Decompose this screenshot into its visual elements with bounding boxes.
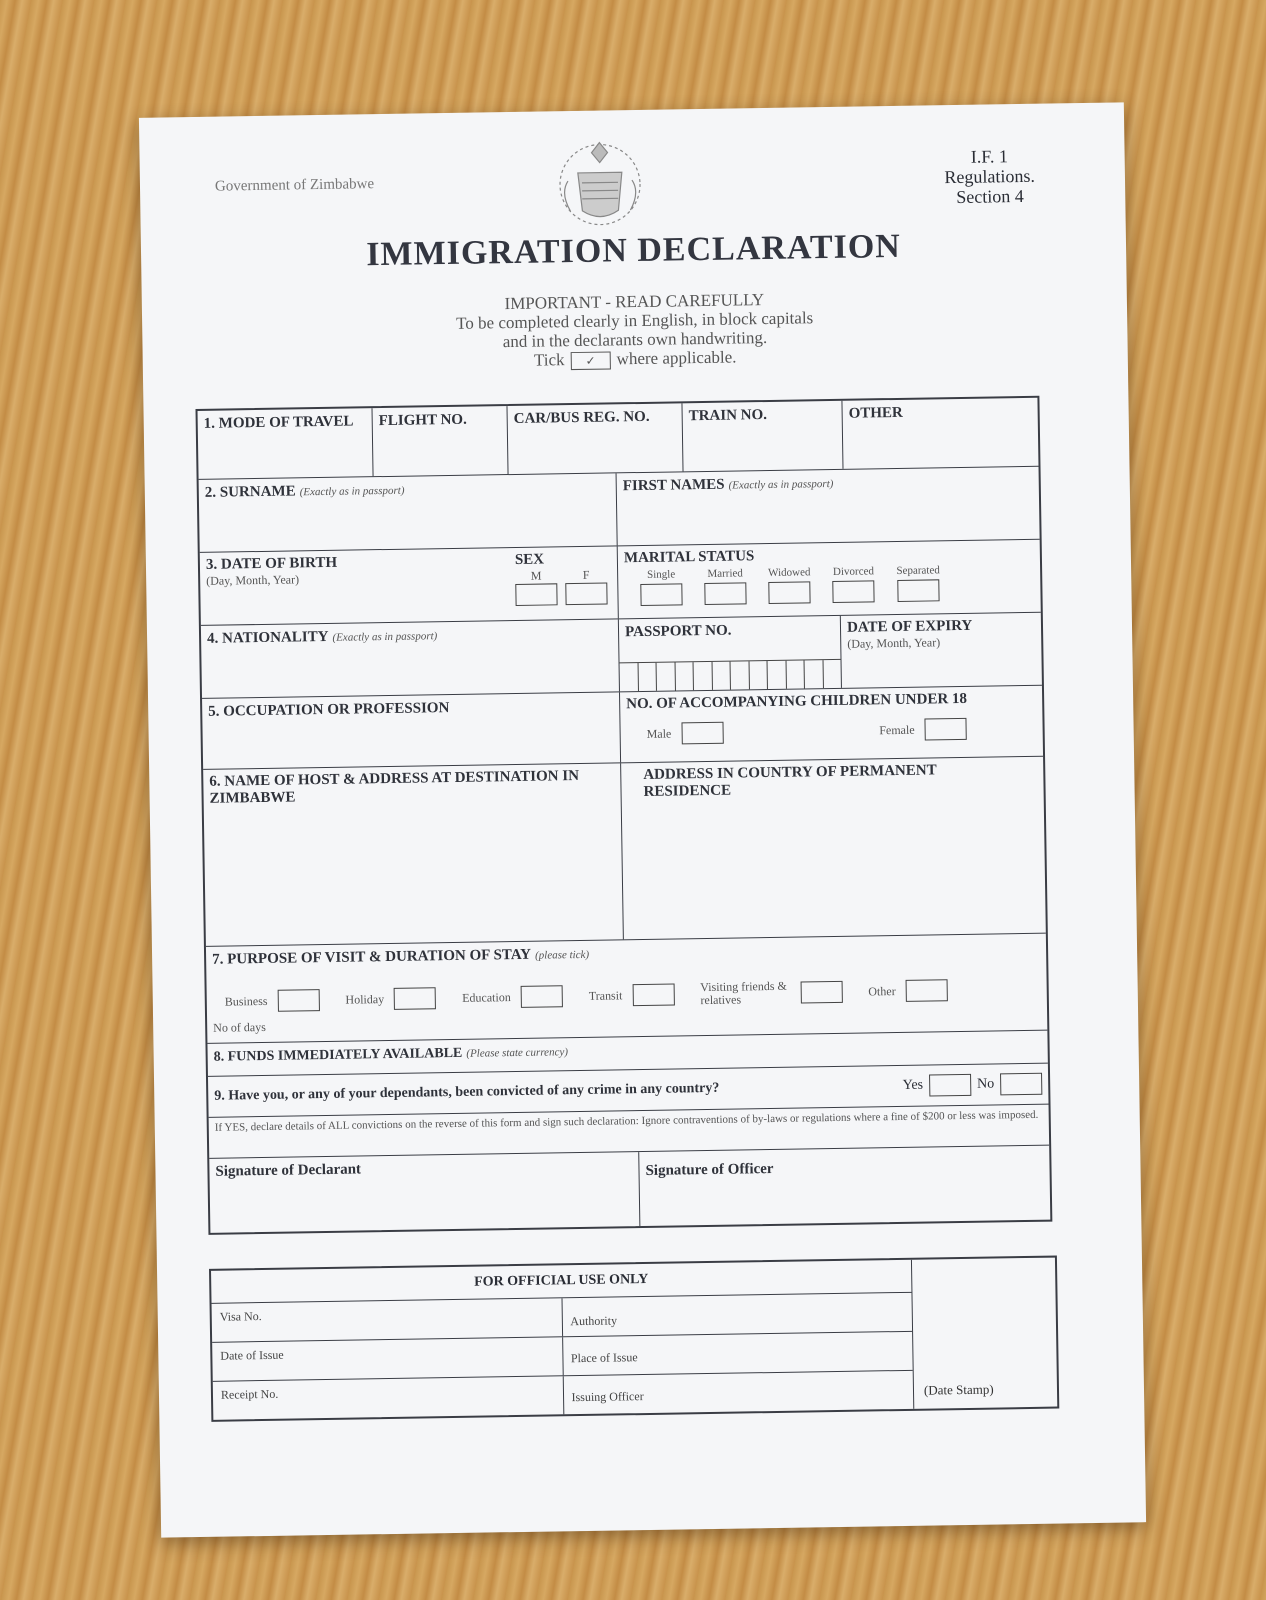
children-female-box[interactable]: [924, 718, 966, 741]
conviction-details-text: If YES, declare details of ALL convictions on the reverse of this form and sign such declaration: Ignore contraventions of by-laws or regulations where a fine of $200 or less was imposed.: [214, 1108, 1039, 1134]
purpose-checkbox[interactable]: [521, 985, 563, 1008]
marital-widowed[interactable]: [768, 566, 811, 607]
passport-no-label: PASSPORT NO.: [624, 622, 732, 641]
purpose-visiting[interactable]: [700, 979, 842, 1007]
purpose-option-label: Business: [224, 993, 268, 1009]
host-address-label: 6. NAME OF HOST & ADDRESS AT DESTINATION IN ZIMBABWE: [209, 767, 580, 807]
marital-single[interactable]: [640, 568, 683, 609]
date-stamp-label: (Date Stamp): [923, 1381, 994, 1398]
purpose-option-label: Visiting friends & relatives: [700, 978, 787, 1008]
form-paper: [139, 102, 1146, 1537]
children-female: [879, 718, 967, 741]
conviction-no-label: No: [976, 1076, 995, 1092]
tick-after: where applicable.: [616, 347, 737, 369]
dob-sex-cell: [200, 546, 619, 625]
ref-line-1: I.F. 1: [970, 146, 1009, 167]
purpose-checkbox[interactable]: [800, 981, 842, 1004]
purpose-option-label: Other: [868, 983, 896, 998]
children-cell: [620, 686, 1043, 763]
form-reference: [944, 146, 1035, 207]
date-of-expiry-note: (Day, Month, Year): [847, 635, 941, 651]
conviction-yes-box[interactable]: [929, 1074, 971, 1097]
sex-f-checkbox[interactable]: [565, 583, 607, 606]
place-of-issue-field[interactable]: Place of Issue: [570, 1350, 638, 1366]
nationality-row: [201, 613, 1042, 699]
first-names-field[interactable]: [617, 467, 1040, 546]
sex-m-checkbox[interactable]: [515, 583, 557, 606]
purpose-education[interactable]: [462, 985, 563, 1009]
marital-married[interactable]: [704, 567, 747, 608]
officer-signature-label: Signature of Officer: [645, 1160, 774, 1179]
dob-note: (Day, Month, Year): [206, 572, 300, 588]
marital-option-label: Single: [646, 568, 676, 581]
children-male-label: Male: [646, 726, 672, 741]
nationality-note: (Exactly as in passport): [332, 630, 438, 644]
instr-line-2: To be completed clearly in English, in block capitals: [455, 308, 814, 333]
official-use-section: [209, 1256, 1059, 1422]
host-address-field[interactable]: [203, 763, 624, 946]
children-male-box[interactable]: [681, 722, 723, 745]
date-of-expiry-field[interactable]: [841, 613, 1042, 688]
marital-option-label: Separated: [896, 564, 940, 577]
flight-no-label: FLIGHT NO.: [378, 411, 467, 430]
purpose-holiday[interactable]: [345, 987, 436, 1010]
passport-digit-grid: [620, 659, 841, 691]
purpose-label: 7. PURPOSE OF VISIT & DURATION OF STAY: [212, 946, 532, 968]
purpose-checkbox[interactable]: [905, 979, 947, 1002]
other-travel-label: OTHER: [848, 404, 903, 422]
first-names-note: (Exactly as in passport): [728, 477, 834, 492]
purpose-transit[interactable]: [589, 984, 675, 1007]
marital-option-label: Married: [707, 567, 743, 580]
officer-signature-field[interactable]: [639, 1146, 1050, 1226]
form-title: IMMIGRATION DECLARATION: [366, 227, 902, 274]
mode-of-travel-field[interactable]: [198, 408, 374, 479]
instructions: [142, 284, 1128, 377]
purpose-checkbox[interactable]: [277, 989, 319, 1012]
occupation-label: 5. OCCUPATION OR PROFESSION: [208, 700, 450, 720]
official-use-table: [211, 1260, 914, 1420]
purpose-row: [206, 934, 1047, 1044]
instr-line-3: and in the declarants own handwriting.: [502, 327, 768, 352]
purpose-note: (please tick): [534, 948, 590, 962]
purpose-other[interactable]: [868, 979, 948, 1002]
dob-label: 3. DATE OF BIRTH: [205, 554, 338, 573]
sex-group: [515, 551, 608, 616]
coat-of-arms-icon: [549, 132, 651, 234]
nationality-field[interactable]: [201, 619, 620, 698]
signature-row: [209, 1146, 1050, 1233]
ref-line-2: Regulations.: [944, 165, 1036, 188]
permanent-address-label: ADDRESS IN COUNTRY OF PERMANENT RESIDENCE: [643, 762, 937, 800]
marital-checkbox[interactable]: [833, 580, 875, 603]
car-bus-reg-label: CAR/BUS REG. NO.: [513, 408, 650, 427]
date-stamp-box[interactable]: [912, 1258, 1057, 1409]
first-names-label: FIRST NAMES: [622, 476, 725, 495]
purpose-option-label: Holiday: [345, 991, 385, 1007]
marital-status-label: MARITAL STATUS: [623, 548, 755, 567]
receipt-no-field[interactable]: Receipt No.: [213, 1376, 564, 1420]
marital-checkbox[interactable]: [704, 582, 746, 605]
marital-separated[interactable]: [896, 564, 940, 605]
dob-field[interactable]: [206, 555, 338, 621]
date-of-issue-field[interactable]: Date of Issue: [212, 1337, 563, 1381]
official-use-title: FOR OFFICIAL USE ONLY: [211, 1260, 911, 1304]
authority-field[interactable]: Authority: [570, 1313, 618, 1329]
sex-label: SEX: [514, 551, 545, 568]
children-female-label: Female: [879, 722, 915, 737]
purpose-option-label: Education: [462, 989, 511, 1005]
children-male: [646, 722, 723, 745]
marital-checkbox[interactable]: [897, 579, 939, 602]
visa-no-field[interactable]: Visa No.: [212, 1298, 563, 1342]
marital-option-label: Widowed: [768, 566, 811, 579]
names-row: [199, 467, 1040, 553]
marital-option-label: Divorced: [832, 565, 875, 578]
permanent-address-field[interactable]: [621, 757, 1046, 940]
issuing-officer-field[interactable]: Issuing Officer: [571, 1389, 644, 1405]
marital-checkbox[interactable]: [640, 583, 682, 606]
passport-no-field[interactable]: [619, 616, 842, 691]
other-travel-field[interactable]: [842, 398, 1038, 469]
train-no-label: TRAIN NO.: [688, 406, 768, 425]
declaration-form: [195, 396, 1052, 1235]
marital-checkbox[interactable]: [768, 581, 810, 604]
occupation-field[interactable]: [202, 692, 621, 769]
surname-field[interactable]: [199, 473, 618, 552]
train-no-field[interactable]: [682, 401, 843, 472]
occupation-row: [202, 686, 1043, 770]
birth-row: [200, 540, 1041, 626]
sex-m-label: M: [530, 568, 542, 583]
children-label: NO. OF ACCOMPANYING CHILDREN UNDER 18: [626, 690, 968, 713]
surname-note: (Exactly as in passport): [299, 484, 405, 499]
purpose-business[interactable]: [225, 989, 320, 1012]
no-of-days-field[interactable]: No of days: [213, 1019, 266, 1035]
tick-label: Tick: [533, 350, 565, 370]
funds-note: (Please state currency): [466, 1046, 569, 1060]
purpose-option-label: Transit: [588, 987, 623, 1003]
address-row: [203, 757, 1046, 947]
marital-divorced[interactable]: [832, 565, 875, 606]
marital-status-cell: [618, 540, 1041, 619]
tick-example-box: ✓: [570, 352, 610, 371]
surname-label: 2. SURNAME: [204, 483, 296, 501]
declarant-signature-label: Signature of Declarant: [215, 1161, 362, 1180]
purpose-checkbox[interactable]: [632, 984, 674, 1007]
nationality-label: 4. NATIONALITY: [206, 628, 329, 647]
ref-line-3: Section 4: [956, 185, 1024, 207]
mode-of-travel-label: 1. MODE OF TRAVEL: [203, 413, 354, 432]
conviction-yes-label: Yes: [902, 1077, 924, 1093]
funds-label: 8. FUNDS IMMEDIATELY AVAILABLE: [213, 1045, 463, 1065]
purpose-checkbox[interactable]: [394, 987, 436, 1010]
government-label: Government of Zimbabwe: [214, 176, 375, 195]
travel-row: [198, 398, 1039, 480]
sex-f-label: F: [582, 567, 590, 582]
declarant-signature-field[interactable]: [209, 1152, 640, 1233]
car-bus-reg-field[interactable]: [507, 403, 683, 474]
conviction-question: 9. Have you, or any of your dependants, been convicted of any crime in any country?: [214, 1080, 720, 1104]
date-of-expiry-label: DATE OF EXPIRY: [846, 617, 973, 636]
instr-important: IMPORTANT - READ CAREFULLY: [504, 290, 765, 314]
purpose-cell: [206, 934, 1047, 1040]
flight-no-field[interactable]: [372, 406, 508, 476]
conviction-no-box[interactable]: [1000, 1073, 1042, 1096]
